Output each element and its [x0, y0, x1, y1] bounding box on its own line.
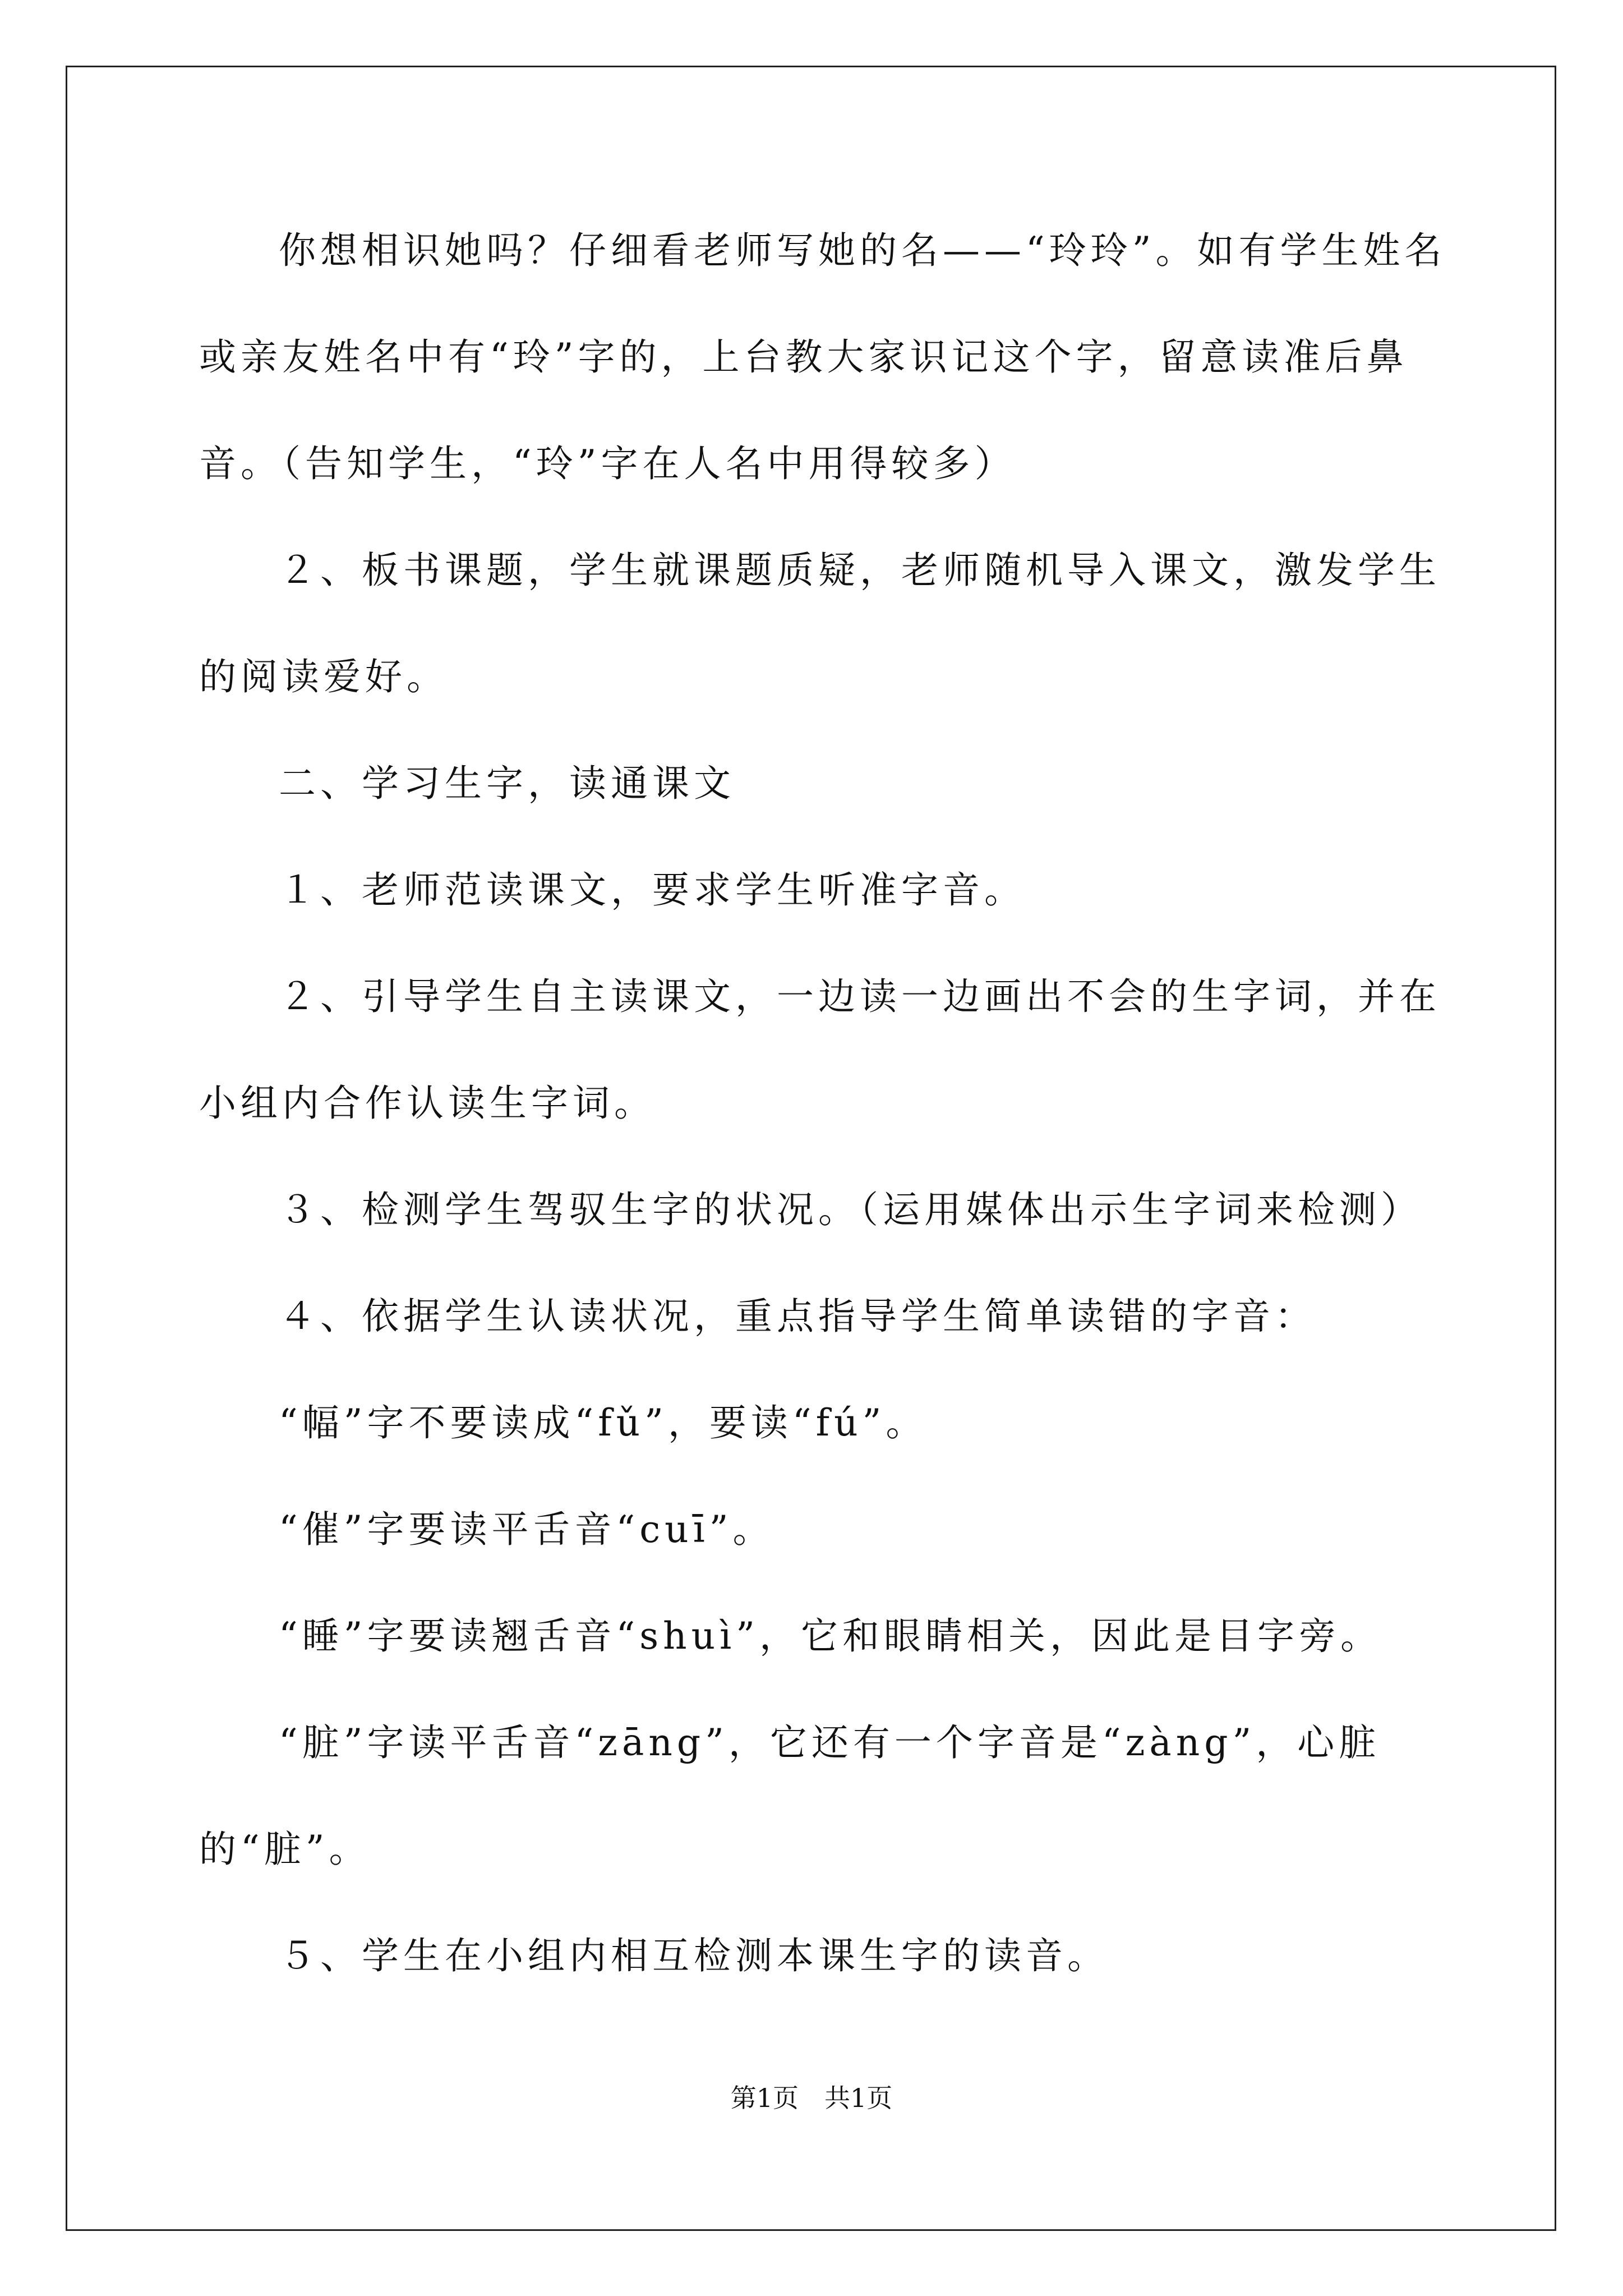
paragraph-line: ４、依据学生认读状况，重点指导学生简单读错的字音：: [279, 1295, 1316, 1338]
paragraph-line: 或亲友姓名中有“玲”字的，上台教大家识记这个字，留意读准后鼻: [199, 335, 1408, 379]
paragraph-line: ２、引导学生自主读课文，一边读一边画出不会的生字词，并在: [279, 975, 1441, 1018]
pronunciation-note: 的“脏”。: [199, 1828, 371, 1871]
pronunciation-note: “脏”字读平舌音“zāng”，它还有一个字音是“zàng”，心脏: [279, 1721, 1381, 1764]
pronunciation-note: “睡”字要读翘舌音“shuì”，它和眼睛相关，因此是目字旁。: [279, 1614, 1382, 1658]
section-heading: 二、学习生字，读通课文: [279, 762, 735, 805]
paragraph-line: 的阅读爱好。: [199, 655, 448, 698]
paragraph-line: 音。（告知学生，“玲”字在人名中用得较多）: [199, 442, 1016, 485]
paragraph-line: ２、板书课题，学生就课题质疑，老师随机导入课文，激发学生: [279, 549, 1441, 592]
paragraph-line: 小组内合作认读生字词。: [199, 1082, 656, 1125]
paragraph-line: ５、学生在小组内相互检测本课生字的读音。: [279, 1934, 1109, 1977]
paragraph-line: ３、检测学生驾驭生字的状况。（运用媒体出示生字词来检测）: [279, 1188, 1422, 1231]
pronunciation-note: “幅”字不要读成“fǔ”，要读“fú”。: [279, 1401, 928, 1444]
paragraph-line: 你想相识她吗？仔细看老师写她的名——“玲玲”。如有学生姓名: [279, 229, 1446, 272]
page-footer: 第1页 共1页: [730, 2083, 893, 2113]
paragraph-line: １、老师范读课文，要求学生听准字音。: [279, 868, 1026, 912]
pronunciation-note: “催”字要读平舌音“cuī”。: [279, 1508, 774, 1551]
